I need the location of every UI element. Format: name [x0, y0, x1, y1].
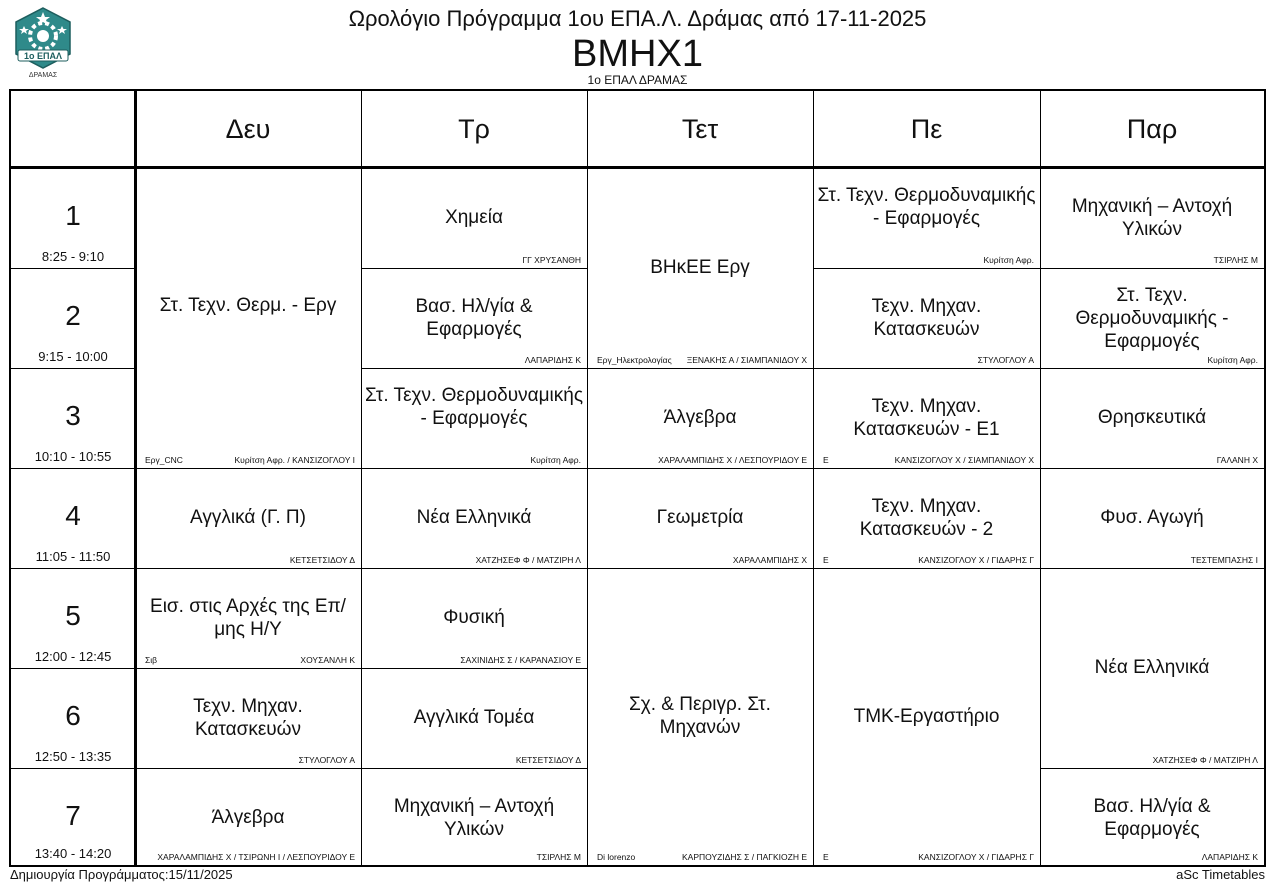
- grid-divider: [813, 268, 1264, 269]
- class-name: ΒΜΗΧ1: [572, 33, 703, 75]
- period-6: [11, 668, 135, 768]
- lesson-teacher: ΧΟΥΣΑΝΛΗ Κ: [300, 655, 355, 665]
- day-header-wed: Τετ: [681, 113, 719, 144]
- lesson-cell[interactable]: [813, 368, 1040, 468]
- lesson-teacher: ΧΑΡΑΛΑΜΠΙΔΗΣ Χ: [732, 555, 807, 565]
- grid-divider: [11, 268, 135, 269]
- software-credit: aSc Timetables: [1176, 867, 1265, 882]
- grid-divider-thick: [11, 166, 1264, 169]
- period-number: 7: [65, 800, 81, 831]
- lesson-room: Ε: [823, 555, 829, 565]
- lesson-subject: Μηχανική – Αντοχή Υλικών: [393, 796, 555, 840]
- period-time: 12:00 - 12:45: [34, 649, 112, 664]
- lesson-room: Ε: [823, 852, 829, 862]
- lesson-subject: Βασ. Ηλ/γία & Εφαρμογές: [1093, 796, 1211, 840]
- lesson-subject: Αγγλικά Τομέα: [413, 707, 535, 728]
- lesson-cell[interactable]: [1040, 168, 1264, 268]
- period-time: 13:40 - 14:20: [34, 846, 112, 861]
- day-header-fri: Παρ: [1126, 113, 1178, 144]
- grid-divider: [587, 91, 588, 865]
- lesson-teacher: Κυρίτση Αφρ. / ΚΑΝΣΙΖΟΓΛΟΥ Ι: [234, 455, 355, 465]
- lesson-cell[interactable]: [813, 568, 1040, 865]
- lesson-cell[interactable]: [361, 368, 587, 468]
- period-7: [11, 768, 135, 865]
- lesson-subject: Γεωμετρία: [656, 507, 744, 528]
- lesson-cell[interactable]: [1040, 368, 1264, 468]
- lesson-cell[interactable]: [1040, 568, 1264, 768]
- lesson-teacher: ΓΑΛΑΝΗ Χ: [1216, 455, 1258, 465]
- lesson-subject: Τεχν. Μηχαν. Κατασκευών: [193, 696, 303, 740]
- lesson-subject: Νέα Ελληνικά: [1094, 657, 1210, 678]
- period-2: [11, 268, 135, 368]
- period-time: 10:10 - 10:55: [34, 449, 112, 464]
- day-header-thu: Πε: [910, 113, 943, 144]
- lesson-subject: Τεχν. Μηχαν. Κατασκευών: [871, 296, 982, 340]
- lesson-teacher: ΚΕΤΣΕΤΣΙΔΟΥ Δ: [289, 555, 355, 565]
- grid-divider: [361, 368, 1264, 369]
- lesson-teacher: ΧΑΤΖΗΣΕΦ Φ / ΜΑΤΖΙΡΗ Λ: [1152, 755, 1258, 765]
- lesson-subject: ΒΗκΕΕ Εργ: [650, 257, 750, 278]
- lesson-subject: Στ. Τεχν. Θερμ. - Εργ: [159, 295, 337, 316]
- lesson-cell[interactable]: [361, 468, 587, 568]
- lesson-teacher: ΞΕΝΑΚΗΣ Α / ΣΙΑΜΠΑΝΙΔΟΥ Χ: [686, 355, 807, 365]
- lesson-teacher: ΤΣΙΡΛΗΣ Μ: [1213, 255, 1258, 265]
- lesson-subject: Αγγλικά (Γ. Π): [190, 507, 306, 528]
- created-date: Δημιουργία Προγράμματος:15/11/2025: [10, 867, 233, 882]
- logo-caption: ΔΡΑΜΑΣ: [28, 72, 58, 79]
- day-header-tue: Τρ: [458, 113, 490, 144]
- period-number: 5: [65, 600, 81, 631]
- lesson-teacher: ΛΑΠΑΡΙΔΗΣ Κ: [1201, 852, 1258, 862]
- lesson-teacher: ΤΣΙΡΛΗΣ Μ: [536, 852, 581, 862]
- school-name: 1ο ΕΠΑΛ ΔΡΑΜΑΣ: [587, 73, 688, 87]
- lesson-teacher: ΧΑΡΑΛΑΜΠΙΔΗΣ Χ / ΤΣΙΡΩΝΗ Ι / ΛΕΣΠΟΥΡΙΔΟΥ Ε: [157, 852, 355, 862]
- lesson-teacher: ΚΑΝΣΙΖΟΓΛΟΥ Χ / ΓΙΔΑΡΗΣ Γ: [918, 852, 1034, 862]
- lesson-teacher: ΛΑΠΑΡΙΔΗΣ Κ: [524, 355, 581, 365]
- lesson-teacher: ΧΑΡΑΛΑΜΠΙΔΗΣ Χ / ΛΕΣΠΟΥΡΙΔΟΥ Ε: [658, 455, 807, 465]
- lesson-teacher: Κυρίτση Αφρ.: [530, 455, 581, 465]
- lesson-cell[interactable]: [135, 768, 361, 865]
- period-number: 1: [65, 200, 81, 231]
- lesson-teacher: Κυρίτση Αφρ.: [1207, 355, 1258, 365]
- lesson-subject: Σχ. & Περιγρ. Στ. Μηχανών: [629, 694, 771, 738]
- lesson-subject: Τεχν. Μηχαν. Κατασκευών - 2: [859, 496, 994, 540]
- period-time: 12:50 - 13:35: [34, 749, 112, 764]
- lesson-room: Ε: [823, 455, 829, 465]
- grid-divider: [361, 91, 362, 865]
- grid-divider: [11, 668, 587, 669]
- lesson-teacher: ΚΑΝΣΙΖΟΓΛΟΥ Χ / ΣΙΑΜΠΑΝΙΔΟΥ Χ: [894, 455, 1034, 465]
- lesson-cell[interactable]: [361, 168, 587, 268]
- lesson-cell[interactable]: [1040, 268, 1264, 368]
- lesson-cell[interactable]: [361, 568, 587, 668]
- day-header-mon: Δευ: [225, 113, 271, 144]
- lesson-subject: Χημεία: [445, 207, 503, 228]
- lesson-cell[interactable]: [813, 268, 1040, 368]
- lesson-subject: Στ. Τεχν. Θερμοδυναμικής - Εφαρμογές: [817, 185, 1036, 229]
- lesson-subject: Στ. Τεχν. Θερμοδυναμικής - Εφαρμογές: [1075, 285, 1229, 352]
- lesson-subject: Άλγεβρα: [663, 407, 737, 428]
- period-3: [11, 368, 135, 468]
- lesson-cell[interactable]: [361, 768, 587, 865]
- period-number: 2: [65, 300, 81, 331]
- logo-badge-text: 1ο ΕΠΑΛ: [23, 51, 63, 61]
- lesson-room: Εργ_CNC: [145, 455, 183, 465]
- grid-divider: [1040, 91, 1041, 865]
- lesson-subject: Μηχανική – Αντοχή Υλικών: [1071, 196, 1233, 240]
- lesson-subject: Εισ. στις Αρχές της Επ/μης Η/Υ: [150, 596, 346, 640]
- period-time: 11:05 - 11:50: [35, 549, 111, 564]
- lesson-cell[interactable]: [587, 368, 813, 468]
- period-1: [11, 168, 135, 268]
- timetable-grid: [9, 89, 1266, 867]
- lesson-room: Di lorenzo: [597, 852, 636, 862]
- lesson-subject: Φυσική: [443, 607, 505, 628]
- lesson-teacher: Κυρίτση Αφρ.: [983, 255, 1034, 265]
- grid-divider: [11, 468, 1264, 469]
- lesson-teacher: ΣΑΧΙΝΙΔΗΣ Σ / ΚΑΡΑΝΑΣΙΟΥ Ε: [460, 655, 581, 665]
- lesson-cell[interactable]: [135, 468, 361, 568]
- lesson-cell[interactable]: [361, 268, 587, 368]
- lesson-teacher: ΤΕΣΤΕΜΠΑΣΗΣ Ι: [1190, 555, 1258, 565]
- grid-divider: [11, 768, 587, 769]
- lesson-subject: Θρησκευτικά: [1097, 407, 1207, 428]
- period-5: [11, 568, 135, 668]
- grid-divider-thick: [134, 91, 137, 865]
- grid-divider: [11, 368, 135, 369]
- lesson-teacher: ΧΑΤΖΗΣΕΦ Φ / ΜΑΤΖΙΡΗ Λ: [475, 555, 581, 565]
- grid-divider: [1040, 768, 1264, 769]
- lesson-teacher: ΚΑΡΠΟΥΖΙΔΗΣ Σ / ΠΑΓΚΙΟΖΗ Ε: [682, 852, 807, 862]
- period-number: 4: [65, 500, 81, 531]
- grid-divider: [813, 91, 814, 865]
- lesson-cell[interactable]: [813, 468, 1040, 568]
- lesson-subject: Τεχν. Μηχαν. Κατασκευών - Ε1: [853, 396, 1000, 440]
- lesson-cell[interactable]: [587, 568, 813, 865]
- lesson-cell[interactable]: [813, 168, 1040, 268]
- period-time: 9:15 - 10:00: [38, 349, 108, 364]
- lesson-cell[interactable]: [135, 568, 361, 668]
- lesson-cell[interactable]: [1040, 468, 1264, 568]
- lesson-teacher: ΓΓ ΧΡΥΣΑΝΘΗ: [522, 255, 581, 265]
- grid-divider: [11, 568, 1264, 569]
- lesson-cell[interactable]: [135, 668, 361, 768]
- lesson-teacher: ΣΤΥΛΟΓΛΟΥ Α: [298, 755, 355, 765]
- period-4: [11, 468, 135, 568]
- lesson-room: Σιβ: [145, 655, 158, 665]
- lesson-subject: Νέα Ελληνικά: [416, 507, 532, 528]
- lesson-cell[interactable]: [587, 168, 813, 368]
- page-title: Ωρολόγιο Πρόγραμμα 1ου ΕΠΑ.Λ. Δράμας από 17-11-2025: [348, 6, 927, 31]
- lesson-teacher: ΚΑΝΣΙΖΟΓΛΟΥ Χ / ΓΙΔΑΡΗΣ Γ: [918, 555, 1034, 565]
- period-number: 6: [65, 700, 81, 731]
- lesson-subject: Άλγεβρα: [211, 807, 285, 828]
- lesson-teacher: ΣΤΥΛΟΓΛΟΥ Α: [977, 355, 1034, 365]
- lesson-cell[interactable]: [361, 668, 587, 768]
- lesson-cell[interactable]: [1040, 768, 1264, 865]
- lesson-room: Εργ_Ηλεκτρολογίας: [597, 355, 672, 365]
- lesson-subject: Στ. Τεχν. Θερμοδυναμικής - Εφαρμογές: [365, 385, 583, 429]
- lesson-teacher: ΚΕΤΣΕΤΣΙΔΟΥ Δ: [515, 755, 581, 765]
- lesson-cell[interactable]: [135, 168, 361, 468]
- lesson-cell[interactable]: [587, 468, 813, 568]
- lesson-subject: ΤΜΚ-Εργαστήριο: [853, 706, 1000, 727]
- lesson-subject: Φυσ. Αγωγή: [1100, 507, 1204, 528]
- lesson-subject: Βασ. Ηλ/γία & Εφαρμογές: [415, 296, 533, 340]
- grid-divider: [361, 268, 587, 269]
- period-time: 8:25 - 9:10: [41, 249, 105, 264]
- period-number: 3: [65, 400, 81, 431]
